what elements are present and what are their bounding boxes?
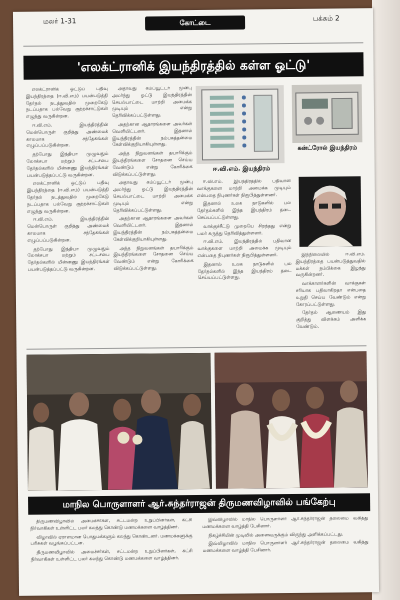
paragraph: இந்நிலையில் ஈ.வி.எம். இயந்திரத்தை பயன்படுத்துவதில் மக்கள் நம்பிக்கை இழந்து வருகின்றனர். <box>295 252 366 279</box>
evm-photo <box>196 85 285 164</box>
event-banner: மாநில பொருளாளர் ஆர்.சுந்தர்ராஜன் திருமணவிழாவில் பங்கேற்பு <box>28 493 370 515</box>
paragraph: எலக்ட்ரானிக் ஓட்டுப் பதிவு இயந்திரத்தை (ஈ.வி.எம்) பயன்படுத்தி தேர்தல் நடத்துவதில் முறைகேடு நடப்பதாக பல்வேறு குற்றச்சாட்டுகள் எழுந்து வருகின்றன. <box>25 86 109 120</box>
paragraph: அந்த நிறுவனங்கள் தயாரிக்கும் இயந்திரங்களை சோதனை செய்ய வேண்டும் என்று கோரிக்கை விடுக்கப்பட்டுள்ளது. <box>113 245 194 272</box>
paragraph: தற்போது இந்தியா முழுவதும் லோக்சபா மற்றும் சட்டசபை தேர்தல்களில் மின்னணு இயந்திரங்கள் பயன்படுத்தப்பட்டு வருகின்றன. <box>27 246 110 273</box>
paragraph: அந்த நிறுவனங்கள் தயாரிக்கும் இயந்திரங்களை சோதனை செய்ய வேண்டும் என்று கோரிக்கை விடுக்கப்பட்டுள்ளது. <box>112 151 193 178</box>
control-unit-caption: கன்ட்ரோல் இயந்திரம் <box>297 144 358 152</box>
newspaper-page <box>13 8 379 596</box>
paragraph: இவ்விழாவில் மாநில பொருளாளர் ஆர்.சுந்தர்ராஜன் தலைமை வகித்து மணமக்களை வாழ்த்தி பேசினார். <box>202 540 369 555</box>
paragraph: ஈ.வி.எம். இயந்திரத்தின் மென்பொருள் குறித்து அண்மைக் காலமாக சந்தேகங்கள் எழுப்பப்படுகின்றன. <box>26 122 109 150</box>
paragraph: வாக்காளர்களின் வாக்குகள் சரியாக பதிவாகிறதா என்பதை உறுதி செய்ய வேண்டும் என்று கோரப்பட்டுள்ளது. <box>295 281 366 308</box>
paragraph: ஈ.வி.எம். இயந்திரத்தின் மென்பொருள் குறித்து அண்மைக் காலமாக சந்தேகங்கள் எழுப்பப்படுகின்றன. <box>27 217 110 244</box>
headline: 'எலக்ட்ரானிக் இயந்திரத்தில் கள்ள ஓட்டு' <box>23 52 363 80</box>
control-unit-photo <box>292 84 363 143</box>
paragraph: எலக்ட்ரானிக் ஓட்டுப் பதிவு இயந்திரத்தை (ஈ.வி.எம்) பயன்படுத்தி தேர்தல் நடத்துவதில் முறைகேடு நடப்பதாக பல்வேறு குற்றச்சாட்டுகள் எழுந்து வருகின்றன. <box>26 181 109 215</box>
paragraph: அதாவது கம்ப்யூட்டர் முன்பு அமர்ந்து ஓட்டு இயந்திரத்தின் செயல்பாட்டை மாற்றி அமைக்க முடியும் என்று தெரிவிக்கப்பட்டுள்ளது. <box>112 180 193 214</box>
top-divider <box>23 42 363 47</box>
paragraph: இவ்விழாவில் மாநில பொருளாளர் ஆர்.சுந்தர்ராஜன் தலைமை வகித்து மணமக்களை வாழ்த்தி பேசினார். <box>202 516 369 530</box>
paragraph: இதனால் உலக நாடுகளில் பல தேர்தல்களில் இந்த இயந்திரம் தடை செய்யப்பட்டுள்ளது. <box>197 261 292 282</box>
wedding-photo-right <box>215 351 368 489</box>
masthead-logo: கோட்டை <box>145 15 245 30</box>
article-column-3 <box>197 179 293 340</box>
page-number: பக்கம் 2 <box>312 14 340 23</box>
article-column-2 <box>112 86 195 341</box>
paragraph: அதற்கான ஆதாரங்களை அவர்கள் வெளியிட்டனர். இதனால் இயந்திரத்தின் நம்பகத்தன்மை கேள்விக்குறியாகியுள்ளது. <box>112 122 193 149</box>
paragraph: அதற்கான ஆதாரங்களை அவர்கள் வெளியிட்டனர். இதனால் இயந்திரத்தின் நம்பகத்தன்மை கேள்விக்குறியாகியுள்ளது. <box>113 216 194 243</box>
article-column-4 <box>295 252 366 341</box>
paragraph: ஈ.வி.எம். இயந்திரத்தில் பதிவான வாக்குகளை மாற்றி அமைக்க முடியும் என்பதை நிபுணர்கள் நிரூபித்துள்ளனர். <box>196 179 291 199</box>
paragraph: திருமணவிழாவில் அமைச்சர்கள், சட்டமன்ற உறுப்பினர்கள், கட்சி நிர்வாகிகள் உள்ளிட்ட பலர் கலந்து கொண்டு மணமக்களை வாழ்த்தினர். <box>30 518 193 532</box>
paragraph: நிகழ்ச்சியின் முடிவில் அனைவருக்கும் விருந்து அளிக்கப்பட்டது. <box>208 532 344 539</box>
issue-number: மலர் 1-31 <box>43 17 77 26</box>
paragraph: அதாவது கம்ப்யூட்டர் முன்பு அமர்ந்து ஓட்டு இயந்திரத்தின் செயல்பாட்டை மாற்றி அமைக்க முடியும் என்று தெரிவிக்கப்பட்டுள்ளது. <box>111 86 193 120</box>
section-divider <box>26 345 366 350</box>
evm-caption: ஈ.வி.எம். இயந்திரம் <box>212 165 271 173</box>
paragraph: விழாவில் ஏராளமான பொதுமக்களும் கலந்து கொண்டனர். மணமக்களுக்கு பரிசுகள் வழங்கப்பட்டன. <box>30 533 193 548</box>
paragraph: வாக்குச்சீட்டு முறையே சிறந்தது என்று பலர் கருத்து தெரிவித்துள்ளனர். <box>197 223 292 237</box>
portrait-photo <box>299 176 362 247</box>
paragraph: ஈ.வி.எம். இயந்திரத்தில் பதிவான வாக்குகளை மாற்றி அமைக்க முடியும் என்பதை நிபுணர்கள் நிரூபித்துள்ளனர். <box>197 239 292 259</box>
wedding-photo-left <box>27 353 212 491</box>
paragraph: தற்போது இந்தியா முழுவதும் லோக்சபா மற்றும் சட்டசபை தேர்தல்களில் மின்னணு இயந்திரங்கள் பயன்படுத்தப்பட்டு வருகின்றன. <box>26 152 109 179</box>
paragraph: திருமணவிழாவில் அமைச்சர்கள், சட்டமன்ற உறுப்பினர்கள், கட்சி நிர்வாகிகள் உள்ளிட்ட பலர் கலந்து கொண்டு மணமக்களை வாழ்த்தினர். <box>30 549 193 563</box>
paragraph: இதனால் உலக நாடுகளில் பல தேர்தல்களில் இந்த இயந்திரம் தடை செய்யப்பட்டுள்ளது. <box>197 201 292 221</box>
bottom-article-right <box>202 516 369 590</box>
bottom-article-left <box>30 518 193 592</box>
paragraph: தேர்தல் ஆணையம் இது குறித்து விளக்கம் அளிக்க வேண்டும். <box>296 310 367 330</box>
article-column-1 <box>26 87 111 342</box>
